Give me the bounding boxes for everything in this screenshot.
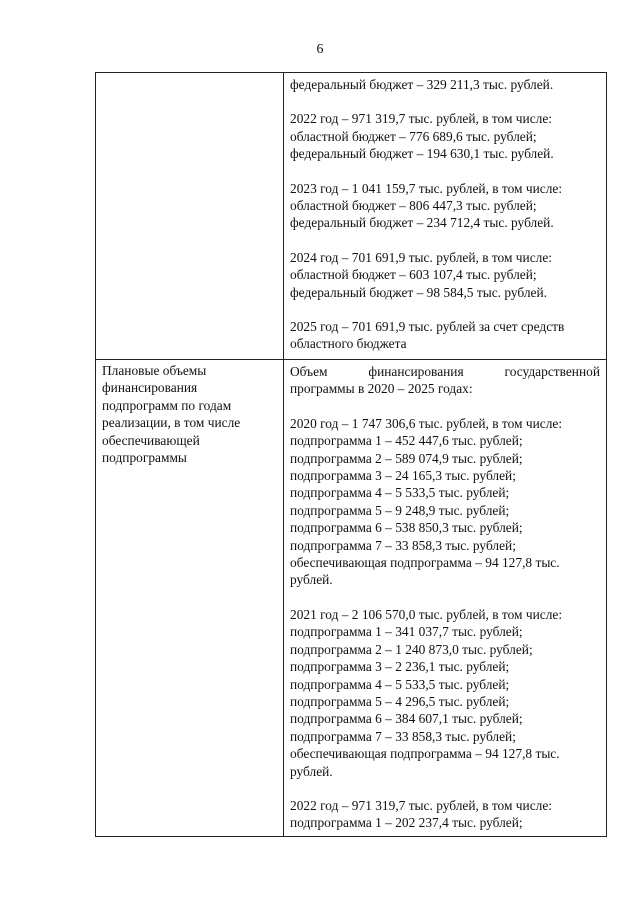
text-line: подпрограмма 4 – 5 533,5 тыс. рублей; xyxy=(290,676,510,692)
text-line: подпрограмма 5 – 4 296,5 тыс. рублей; xyxy=(290,693,510,709)
table-row xyxy=(96,360,607,837)
table-row xyxy=(96,73,607,360)
paragraph-gap xyxy=(290,589,600,606)
paragraph-gap xyxy=(290,780,600,797)
text-line: подпрограмма 3 – 2 236,1 тыс. рублей; xyxy=(290,659,510,675)
text-line: подпрограмма 7 – 33 858,3 тыс. рублей; xyxy=(290,537,516,553)
row-label-line: Плановые объемы xyxy=(102,363,207,378)
text-line: областной бюджет – 806 447,3 тыс. рублей; xyxy=(290,198,537,214)
text-line: подпрограмма 7 – 33 858,3 тыс. рублей; xyxy=(290,728,516,744)
text-line: рублей. xyxy=(290,763,333,779)
text-line: подпрограмма 5 – 9 248,9 тыс. рублей; xyxy=(290,502,510,518)
text-line: подпрограмма 2 – 1 240 873,0 тыс. рублей; xyxy=(290,641,533,657)
passport-table xyxy=(95,72,607,837)
text-line: федеральный бюджет – 234 712,4 тыс. рублей. xyxy=(290,215,554,231)
text-line: Объем финансирования государственной xyxy=(290,364,600,379)
paragraph-gap xyxy=(290,93,600,110)
text-line: федеральный бюджет – 194 630,1 тыс. рублей. xyxy=(290,146,554,162)
text-line: областного бюджета xyxy=(290,336,407,352)
text-line: подпрограмма 3 – 24 165,3 тыс. рублей; xyxy=(290,468,516,484)
text-line: федеральный бюджет – 98 584,5 тыс. рублей. xyxy=(290,284,547,300)
text-line: обеспечивающая подпрограмма – 94 127,8 тыс. xyxy=(290,746,560,762)
text-line: областной бюджет – 603 107,4 тыс. рублей; xyxy=(290,267,537,283)
text-line: федеральный бюджет – 329 211,3 тыс. рублей. xyxy=(290,77,554,92)
text-line: 2021 год – 2 106 570,0 тыс. рублей, в том числе: xyxy=(290,606,563,622)
text-line: 2025 год – 701 691,9 тыс. рублей за счет средств xyxy=(290,319,565,335)
text-line: подпрограмма 6 – 538 850,3 тыс. рублей; xyxy=(290,520,523,536)
text-line: обеспечивающая подпрограмма – 94 127,8 тыс. xyxy=(290,555,560,571)
text-line: программы в 2020 – 2025 годах: xyxy=(290,381,473,397)
row-label-cell xyxy=(96,360,284,837)
text-line: областной бюджет – 776 689,6 тыс. рублей; xyxy=(290,128,537,144)
row-content-cell xyxy=(284,360,607,837)
text-line: подпрограмма 1 – 452 447,6 тыс. рублей; xyxy=(290,433,523,449)
row-label-line: подпрограмм по годам xyxy=(102,397,232,413)
paragraph-gap xyxy=(290,301,600,318)
text-line: рублей. xyxy=(290,572,333,588)
text-line: подпрограмма 1 – 202 237,4 тыс. рублей; xyxy=(290,815,523,831)
row-label-line: подпрограммы xyxy=(102,450,187,466)
text-line: подпрограмма 4 – 5 533,5 тыс. рублей; xyxy=(290,485,510,501)
text-line: 2022 год – 971 319,7 тыс. рублей, в том числе: xyxy=(290,797,552,813)
page-number: 6 xyxy=(316,42,324,57)
text-line: подпрограмма 2 – 589 074,9 тыс. рублей; xyxy=(290,450,523,466)
paragraph-gap xyxy=(290,398,600,415)
text-line: подпрограмма 1 – 341 037,7 тыс. рублей; xyxy=(290,624,523,640)
text-line: 2020 год – 1 747 306,6 тыс. рублей, в том числе: xyxy=(290,415,563,431)
row-label-line: финансирования xyxy=(102,380,198,396)
row-label-cell xyxy=(96,73,284,360)
text-line: подпрограмма 6 – 384 607,1 тыс. рублей; xyxy=(290,711,523,727)
paragraph-gap xyxy=(290,163,600,180)
text-line: 2023 год – 1 041 159,7 тыс. рублей, в том числе: xyxy=(290,180,563,196)
row-label-line: обеспечивающей xyxy=(102,432,200,448)
paragraph-gap xyxy=(290,232,600,249)
row-content-cell xyxy=(284,73,607,360)
row-label-line: реализации, в том числе xyxy=(102,415,241,431)
text-line: 2022 год – 971 319,7 тыс. рублей, в том числе: xyxy=(290,111,552,127)
text-line: 2024 год – 701 691,9 тыс. рублей, в том числе: xyxy=(290,249,552,265)
